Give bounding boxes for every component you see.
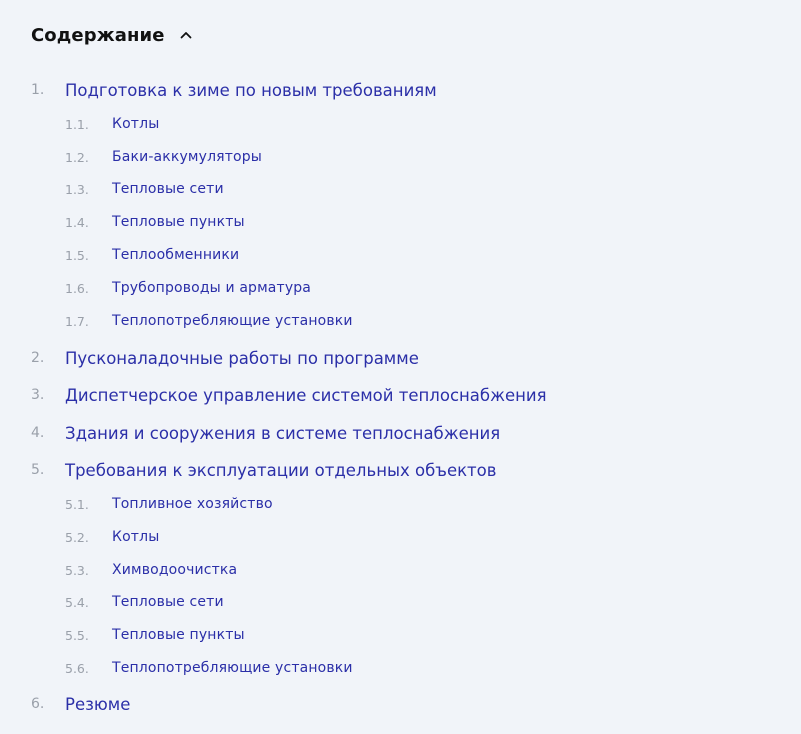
toc-item-number: 2.: [31, 350, 45, 366]
toc-item-5-6[interactable]: [0, 657, 353, 679]
toc-item-link[interactable]: Резюме: [65, 694, 131, 714]
toc-item-1-3[interactable]: [0, 178, 224, 200]
toc-item-link[interactable]: Подготовка к зиме по новым требованиям: [65, 80, 437, 100]
toc-item-2[interactable]: [0, 345, 419, 371]
toc-item-5-1[interactable]: [0, 493, 273, 515]
toc-item-number: 5.4.: [65, 594, 89, 610]
toc-item-link[interactable]: Пусконаладочные работы по программе: [65, 348, 419, 368]
toc-item-5-5[interactable]: [0, 624, 245, 646]
toc-item-3[interactable]: [0, 382, 547, 408]
toc-item-link[interactable]: Тепловые пункты: [112, 214, 245, 230]
toc-item-5-3[interactable]: [0, 559, 237, 581]
chevron-up-icon[interactable]: [179, 28, 193, 42]
toc-item-link[interactable]: Теплообменники: [112, 247, 240, 263]
toc-toggle[interactable]: [31, 22, 193, 48]
toc-item-link[interactable]: Котлы: [112, 116, 160, 132]
toc-item-link[interactable]: Диспетчерское управление системой теплоснабжения: [65, 385, 547, 405]
toc-item-number: 1.6.: [65, 280, 89, 296]
toc-item-number: 1.1.: [65, 116, 89, 132]
toc-item-link[interactable]: Тепловые сети: [112, 594, 224, 610]
toc-item-1-2[interactable]: [0, 146, 262, 168]
toc-item-link[interactable]: Здания и сооружения в системе теплоснабжения: [65, 423, 501, 443]
toc-item-1-1[interactable]: [0, 113, 159, 135]
toc-item-number: 5.2.: [65, 529, 89, 545]
toc-item-link[interactable]: Требования к эксплуатации отдельных объектов: [65, 460, 497, 480]
toc-item-1[interactable]: [0, 77, 437, 103]
toc-item-number: 4.: [31, 425, 45, 441]
toc-item-4[interactable]: [0, 420, 500, 446]
toc-item-link[interactable]: Топливное хозяйство: [112, 496, 273, 512]
toc-item-link[interactable]: Тепловые сети: [112, 181, 224, 197]
toc-item-link[interactable]: Тепловые пункты: [112, 627, 245, 643]
toc-item-5[interactable]: [0, 457, 497, 483]
toc-item-number: 5.3.: [65, 562, 89, 578]
toc-item-link[interactable]: Трубопроводы и арматура: [112, 280, 312, 296]
toc-item-number: 1.5.: [65, 247, 89, 263]
toc-item-number: 5.: [31, 462, 45, 478]
toc-item-number: 6.: [31, 696, 45, 712]
toc-item-number: 5.1.: [65, 496, 89, 512]
toc-item-number: 5.5.: [65, 627, 89, 643]
toc-item-1-6[interactable]: [0, 277, 311, 299]
toc-item-link[interactable]: Теплопотребляющие установки: [112, 313, 353, 329]
toc-item-number: 5.6.: [65, 660, 89, 676]
toc-item-5-4[interactable]: [0, 591, 224, 613]
toc-item-1-5[interactable]: [0, 244, 239, 266]
toc-item-5-2[interactable]: [0, 526, 159, 548]
toc-item-number: 1.4.: [65, 214, 89, 230]
toc-item-number: 1.3.: [65, 181, 89, 197]
toc-item-1-7[interactable]: [0, 310, 353, 332]
toc-item-link[interactable]: Теплопотребляющие установки: [112, 660, 353, 676]
toc-item-1-4[interactable]: [0, 211, 245, 233]
toc-item-number: 3.: [31, 387, 45, 403]
toc-item-link[interactable]: Баки-аккумуляторы: [112, 149, 262, 165]
toc-item-number: 1.: [31, 82, 45, 98]
toc-item-number: 1.2.: [65, 149, 89, 165]
toc-item-link[interactable]: Котлы: [112, 529, 160, 545]
toc-item-link[interactable]: Химводоочистка: [112, 562, 238, 578]
toc-item-number: 1.7.: [65, 313, 89, 329]
toc-title: Содержание: [31, 24, 165, 46]
toc-item-6[interactable]: [0, 691, 130, 717]
